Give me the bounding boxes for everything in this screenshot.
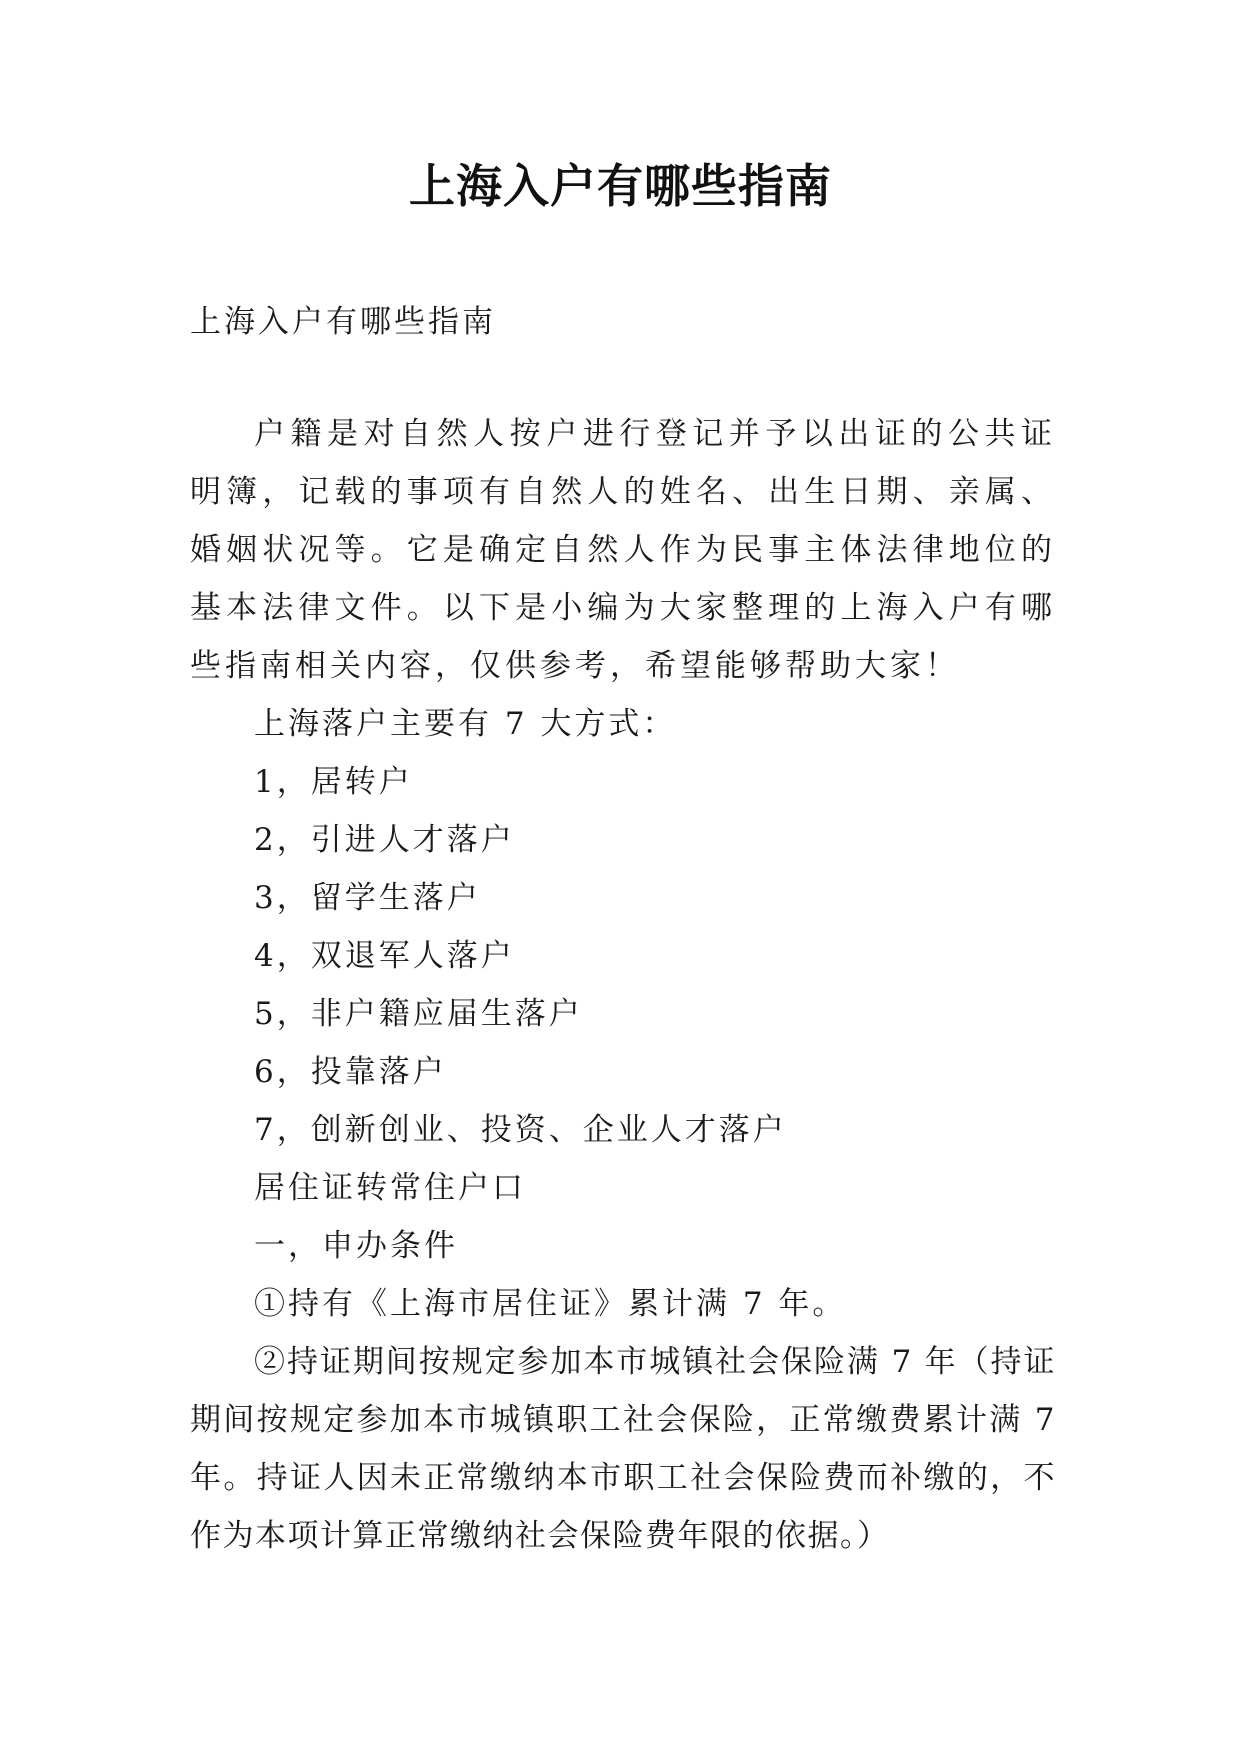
intro-paragraph: 户籍是对自然人按户进行登记并予以出证的公共证明簿，记载的事项有自然人的姓名、出生日期、亲属、婚姻状况等。它是确定自然人作为民事主体法律地位的基本法律文件。以下是小编为大家整理的上海入户有哪些指南相关内容，仅供参考，希望能够帮助大家！ (190, 416, 1056, 684)
condition-item: ②持证期间按规定参加本市城镇社会保险满 7 年（持证期间按规定参加本市城镇职工社会保险，正常缴费累计满 7 年。持证人因未正常缴纳本市职工社会保险费而补缴的，不作为本项计算正常缴纳社会保险费年限的依据。） (190, 1344, 1056, 1554)
method-item: 5，非户籍应届生落户 (254, 996, 583, 1032)
section-heading: 居住证转常住户口 (254, 1170, 526, 1206)
methods-heading: 上海落户主要有 7 大方式： (254, 706, 677, 742)
conditions-heading: 一，申办条件 (254, 1228, 458, 1264)
document-title: 上海入户有哪些指南 (409, 159, 832, 213)
method-item: 1，居转户 (254, 764, 413, 800)
method-item: 3，留学生落户 (254, 880, 481, 916)
document-subtitle: 上海入户有哪些指南 (190, 304, 496, 340)
document-body (190, 405, 1056, 1565)
condition-item: ①持有《上海市居住证》累计满 7 年。 (254, 1286, 847, 1322)
method-item: 6，投靠落户 (254, 1054, 447, 1090)
method-item: 7，创新创业、投资、企业人才落户 (254, 1112, 787, 1148)
method-item: 2，引进人才落户 (254, 822, 515, 858)
method-item: 4，双退军人落户 (254, 938, 515, 974)
